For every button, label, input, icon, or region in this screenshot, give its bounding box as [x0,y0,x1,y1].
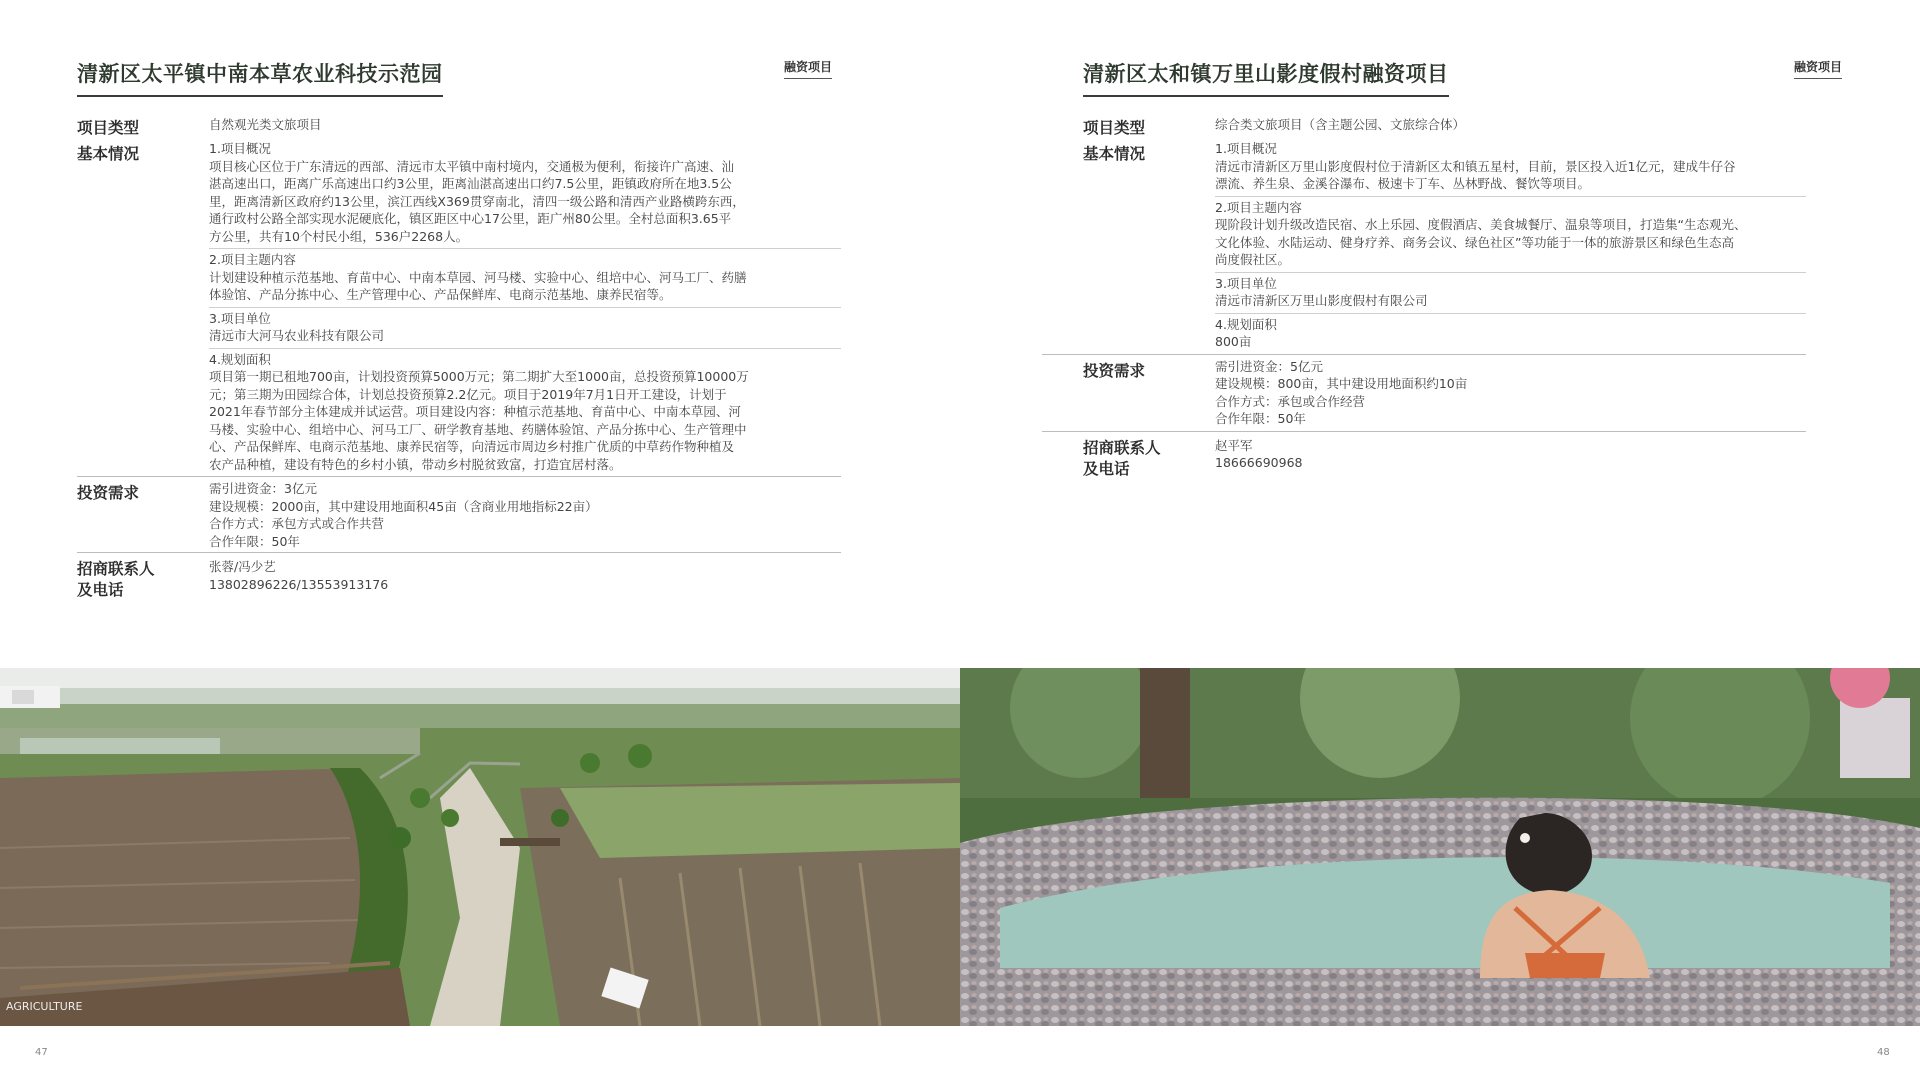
section-text-line: 尚度假社区。 [1215,252,1291,267]
basic-info-row [77,138,841,477]
section-heading: 2.项目主题内容 [1215,199,1302,215]
section-text-line: 通行政村公路全部实现水泥硬底化，镇区距区中心17公里，距广州80公里。全村总面积3.65平 [209,211,732,226]
project-title: 清新区太平镇中南本草农业科技示范园 [77,58,443,97]
farm-entrance-sign: AGRICULTURE [6,1000,83,1013]
section-text-line: 心、产品保鲜库、电商示范基地、康养民宿等，向清远市周边乡村推广优质的中草药作物种植及 [209,439,735,454]
investment-row [1042,355,1806,432]
investment-line: 需引进资金：3亿元 [209,481,317,496]
contact-row [1042,432,1806,479]
section-heading: 3.项目单位 [209,310,271,326]
investment-line: 建设规模：2000亩，其中建设用地面积45亩（含商业用地指标22亩） [209,498,598,514]
investment-label: 投资需求 [77,483,140,502]
project-title: 清新区太和镇万里山影度假村融资项目 [1083,58,1449,97]
investment-line: 合作年限：50年 [1215,411,1306,426]
basic-info-label: 基本情况 [77,144,140,163]
section-text-line: 项目第一期已租地700亩，计划投资预算5000万元；第二期扩大至1000亩，总投资预算10000万 [209,369,749,384]
right-page [960,0,1920,1080]
project-type-value: 综合类文旅项目（含主题公园、文旅综合体） [1215,117,1466,132]
basic-info-row [1042,138,1806,355]
project-type-row [77,112,841,138]
contact-label-line: 及电话 [1083,458,1130,478]
project-type-label: 项目类型 [77,118,140,137]
investment-content [209,477,841,552]
contact-label-line: 招商联系人 [77,559,155,578]
project-type-row [1042,112,1806,138]
investment-line: 合作方式：承包方式或合作共营 [209,516,385,531]
financing-badge: 融资项目 [1794,58,1842,79]
section-text-line: 800亩 [1215,334,1252,349]
section-heading: 2.项目主题内容 [209,252,296,267]
section-text-line: 现阶段计划升级改造民宿、水上乐园、度假酒店、美食城餐厅、温泉等项目，打造集“生态观光、 [1215,217,1747,232]
section-text-line: 清远市大河马农业科技有限公司 [209,328,385,343]
contact-detail-line: 13802896226/13553913176 [209,576,389,592]
project-type-label: 项目类型 [1083,118,1146,137]
page-number: 48 [1877,1047,1890,1058]
section-text-line: 项目核心区位于广东清远的西部、清远市太平镇中南村境内，交通极为便利，衔接许广高速、汕 [209,158,735,174]
project-info-table [77,112,841,600]
contact-detail-line: 赵平军 [1215,437,1253,453]
section-text-line: 农产品种植，建设有特色的乡村小镇，带动乡村脱贫致富，打造宜居村落。 [209,456,622,472]
section-text-line: 湛高速出口，距离广乐高速出口约3公里，距离汕湛高速出口约7.5公里，距镇政府所在地3.5公 [209,176,732,191]
section-heading: 3.项目单位 [1215,275,1277,291]
section-text-line: 文化体验、水陆运动、健身疗养、商务会议、绿色社区”等功能于一体的旅游景区和绿色生态高 [1215,234,1734,250]
hot-spring-photo [960,668,1920,1026]
investment-line: 建设规模：800亩，其中建设用地面积约10亩 [1215,376,1468,391]
contact-label [77,553,209,600]
financing-badge: 融资项目 [784,58,832,79]
section-text-line: 漂流、养生泉、金溪谷瀑布、极速卡丁车、丛林野战、餐饮等项目。 [1215,176,1591,191]
project-info-table [1042,112,1806,479]
investment-row [77,477,841,553]
investment-label: 投资需求 [1083,360,1146,380]
basic-info-section [209,349,841,477]
section-text-line: 元；第三期为田园综合体，计划总投资预算2.2亿元。项目于2019年7月1日开工建设，计划于 [209,386,727,402]
investment-line: 需引进资金：5亿元 [1215,358,1323,374]
contact-detail-line: 张蓉/冯少艺 [209,559,276,574]
basic-info-section [209,308,841,349]
section-text-line: 计划建设种植示范基地、育苗中心、中南本草园、河马楼、实验中心、组培中心、河马工厂、药膳 [209,269,747,285]
basic-info-section [209,249,841,308]
section-text-line: 清远市清新区万里山影度假村位于清新区太和镇五星村，目前，景区投入近1亿元，建成牛仔谷 [1215,158,1736,174]
contact-label-line: 招商联系人 [1083,437,1161,457]
contact-content [1215,432,1806,479]
basic-info-label: 基本情况 [1083,144,1146,163]
basic-info-section [1215,314,1806,354]
farm-aerial-photo [0,668,960,1026]
basic-info-content [209,138,841,476]
contact-detail-line: 18666690968 [1215,455,1303,470]
section-text-line: 马楼、实验中心、组培中心、河马工厂、研学教育基地、药膳体验馆、产品分拣中心、生产管理中 [209,421,747,437]
section-text-line: 体验馆、产品分拣中心、生产管理中心、产品保鲜库、电商示范基地、康养民宿等。 [209,287,672,302]
section-text-line: 里，距离清新区政府约13公里，滨江西线X369贯穿南北，清四一级公路和清西产业路横跨东西， [209,193,745,209]
section-text-line: 清远市清新区万里山影度假村有限公司 [1215,293,1428,308]
basic-info-section [1215,197,1806,273]
basic-info-content [1215,138,1806,354]
basic-info-section [1215,138,1806,197]
contact-row [77,553,841,600]
section-text-line: 方公里，共有10个村民小组，536户2268人。 [209,228,469,244]
project-type-value: 自然观光类文旅项目 [209,117,322,132]
investment-line: 合作年限：50年 [209,533,300,549]
basic-info-section [1215,273,1806,314]
section-text-line: 2021年春节部分主体建成并试运营。项目建设内容：种植示范基地、育苗中心、中南本草园、河 [209,404,741,419]
basic-info-section [209,138,841,249]
investment-line: 合作方式：承包或合作经营 [1215,393,1366,409]
contact-label-line: 及电话 [77,580,124,599]
contact-label [1083,432,1215,479]
contact-content [209,553,841,600]
investment-content [1215,355,1806,431]
section-heading: 4.规划面积 [209,351,271,367]
page-number: 47 [35,1047,48,1058]
section-heading: 1.项目概况 [1215,141,1277,156]
section-heading: 1.项目概况 [209,141,271,156]
section-heading: 4.规划面积 [1215,316,1277,332]
